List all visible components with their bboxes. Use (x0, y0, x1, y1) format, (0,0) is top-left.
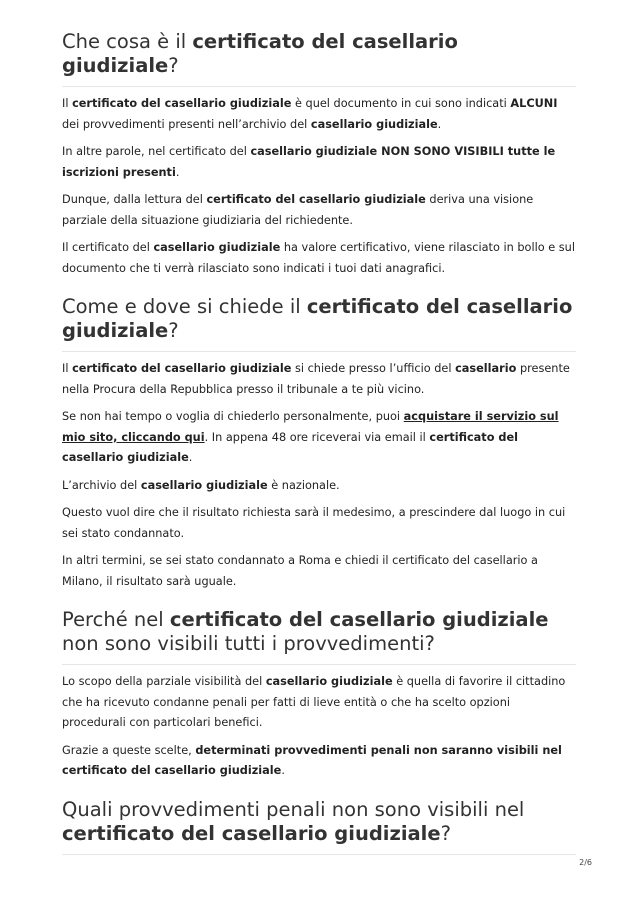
text-run: Il (62, 97, 73, 110)
text-run: . (188, 451, 193, 464)
text-run: è quel documento in cui sono indicati (291, 97, 511, 110)
text-run: . (281, 764, 285, 777)
section (62, 798, 576, 855)
text-run: Grazie a queste scelte, (62, 743, 196, 757)
page-number: 2/6 (579, 858, 592, 867)
text-run: è nazionale. (267, 478, 340, 492)
paragraph (62, 142, 576, 183)
text-run: L’archivio del (62, 478, 141, 492)
paragraph (62, 741, 576, 782)
text-run: si chiede presso l’ufficio del (291, 362, 456, 375)
paragraph (62, 238, 576, 279)
text-run: non sono visibili tutti i provvedimenti? (62, 632, 435, 655)
paragraph (62, 94, 576, 135)
bold-text: casellario giudiziale (153, 241, 281, 254)
text-run: Il (62, 362, 73, 375)
bold-text: certificato del casellario giudiziale (72, 97, 292, 110)
paragraph (62, 190, 576, 231)
bold-text: casellario giudiziale (265, 675, 393, 688)
text-run: . (437, 117, 442, 131)
text-run: dei provvedimenti presenti nell’archivio del (62, 117, 311, 131)
text-run: ? (168, 319, 179, 342)
paragraph (62, 551, 576, 592)
text-run: Questo vuol dire che il risultato richiesta sarà il medesimo, a prescindere dal luogo in cui sei stato condannato. (62, 506, 566, 540)
bold-text: casellario giudiziale NON SONO VISIBILI tutte le iscrizioni presenti (62, 145, 556, 179)
text-run: Come e dove si chiede il (62, 295, 307, 318)
text-run: Perché nel (62, 608, 170, 631)
section-heading (62, 608, 576, 665)
bold-text: certificato del casellario giudiziale (62, 430, 519, 464)
document-page (62, 30, 576, 855)
paragraph (62, 359, 576, 400)
paragraph (62, 476, 576, 497)
text-run: In altre parole, nel certificato del (62, 145, 251, 158)
text-run: . In appena 48 ore riceverai via email il (204, 430, 430, 444)
bold-text: certificato del casellario giudiziale (169, 608, 549, 631)
section (62, 30, 576, 279)
text-run: ? (168, 54, 179, 77)
text-run: Che cosa è il (62, 30, 193, 53)
section-heading (62, 30, 576, 87)
text-run: ha valore certificativo, viene rilasciato in bollo e sul documento che ti verrà rilasciato sono indicati i tuoi dati anagrafici. (62, 241, 575, 275)
section (62, 608, 576, 782)
bold-text: certificato del casellario giudiziale (206, 193, 426, 206)
section (62, 295, 576, 592)
section-heading (62, 798, 576, 855)
bold-text: casellario giudiziale (310, 117, 438, 131)
section-heading (62, 295, 576, 352)
paragraph (62, 407, 576, 469)
text-run: Se non hai tempo o voglia di chiederlo personalmente, puoi (62, 410, 404, 423)
text-run: è quella di favorire il cittadino che ha ricevuto condanne penali per fatti di lieve entità o che ha scelto opzioni procedurali con particolari benefici. (62, 675, 566, 729)
text-run: . (175, 165, 180, 179)
text-run: ? (440, 821, 451, 845)
text-run: Dunque, dalla lettura del (62, 193, 207, 206)
bold-text: certificato del casellario giudiziale (62, 821, 441, 845)
text-run: In altri termini, se sei stato condannato a Roma e chiedi il certificato del casellario a Milano, il risultato sarà uguale. (62, 554, 538, 588)
text-run: deriva una visione parziale della situazione giudiziaria del richiedente. (62, 193, 534, 227)
paragraph (62, 672, 576, 734)
service-link[interactable]: acquistare il servizio sul mio sito, cliccando qui (62, 410, 559, 444)
paragraph (62, 503, 576, 544)
bold-text: determinati provvedimenti penali non saranno visibili nel certificato del casellario giudiziale (62, 743, 562, 777)
bold-text: certificato del casellario giudiziale (62, 30, 458, 77)
text-run: Lo scopo della parziale visibilità del (62, 675, 266, 688)
bold-text: ALCUNI (510, 97, 558, 110)
text-run: Quali provvedimenti penali non sono visibili nel (62, 797, 525, 821)
text-run: Il certificato del (62, 241, 154, 254)
text-run: presente nella Procura della Repubblica presso il tribunale a te più vicino. (62, 362, 570, 396)
bold-text: casellario giudiziale (140, 478, 268, 492)
bold-text: certificato del casellario giudiziale (62, 295, 573, 342)
bold-text: certificato del casellario giudiziale (72, 362, 292, 375)
bold-text: casellario (455, 362, 517, 375)
